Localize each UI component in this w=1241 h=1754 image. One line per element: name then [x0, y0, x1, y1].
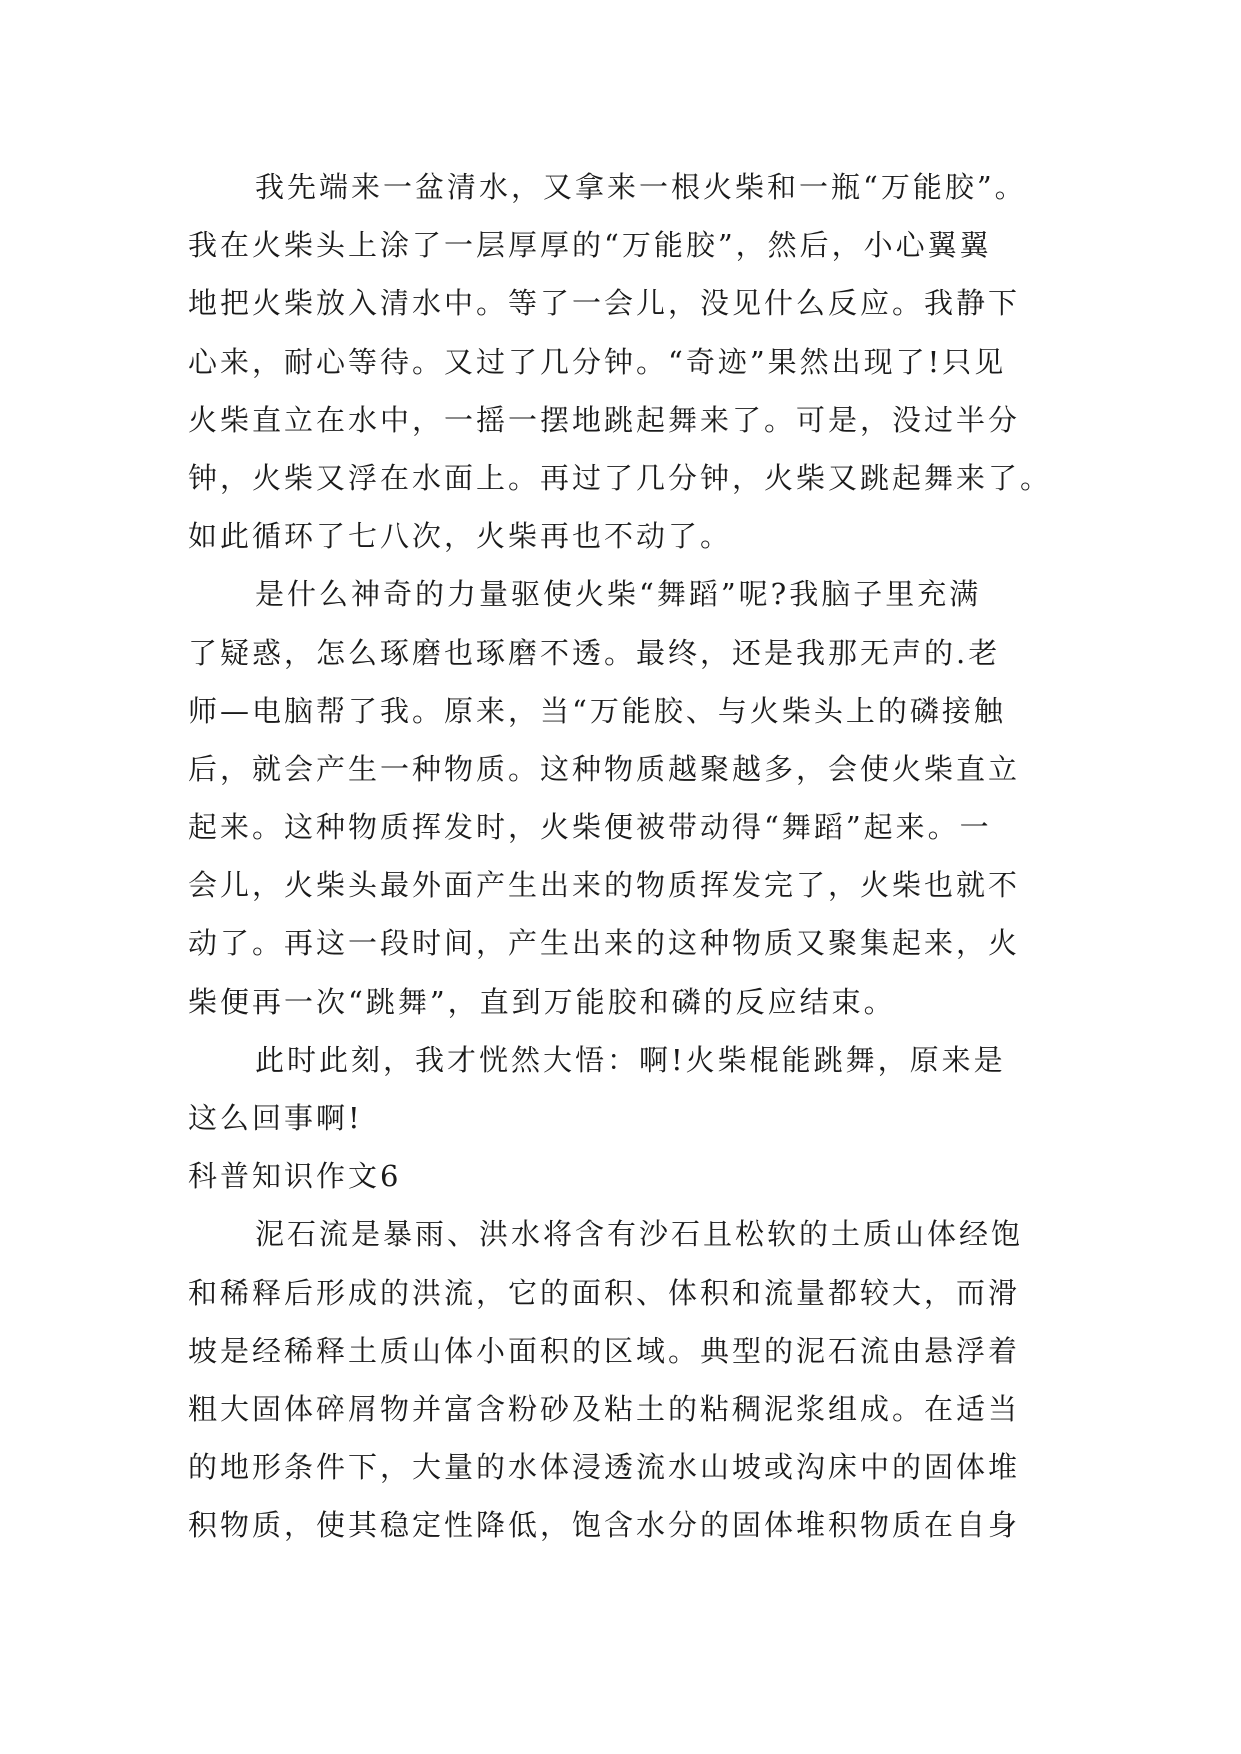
paragraph-line: 动了。再这一段时间，产生出来的这种物质又聚集起来，火: [188, 926, 1021, 961]
paragraph-line: 后，就会产生一种物质。这种物质越聚越多，会使火柴直立: [188, 751, 1021, 786]
paragraph-line: 此时此刻，我才恍然大悟：啊!火柴棍能跳舞，原来是: [255, 1042, 1006, 1077]
paragraph-line: 和稀释后形成的洪流，它的面积、体积和流量都较大，而滑: [188, 1275, 1021, 1310]
paragraph-line: 会儿，火柴头最外面产生出来的物质挥发完了，火柴也就不: [188, 868, 1021, 903]
paragraph-line: 是什么神奇的力量驱使火柴“舞蹈”呢?我脑子里充满: [255, 577, 982, 612]
paragraph-line: 的地形条件下，大量的水体浸透流水山坡或沟床中的固体堆: [188, 1450, 1021, 1485]
paragraph-line: 了疑惑，怎么琢磨也琢磨不透。最终，还是我那无声的.老: [188, 635, 1001, 670]
paragraph-line: 粗大固体碎屑物并富含粉砂及粘土的粘稠泥浆组成。在适当: [188, 1391, 1021, 1426]
paragraph-line: 地把火柴放入清水中。等了一会儿，没见什么反应。我静下: [188, 286, 1021, 321]
paragraph-line: 积物质，使其稳定性降低，饱含水分的固体堆积物质在自身: [188, 1508, 1021, 1543]
paragraph-line: 我先端来一盆清水，又拿来一根火柴和一瓶“万能胶”。: [255, 170, 1027, 204]
paragraph-line: 坡是经稀释土质山体小面积的区域。典型的泥石流由悬浮着: [188, 1333, 1021, 1368]
section-heading: 科普知识作文6: [188, 1159, 402, 1194]
paragraph-line: 起来。这种物质挥发时，火柴便被带动得“舞蹈”起来。一: [188, 810, 992, 845]
paragraph-line: 我在火柴头上涂了一层厚厚的“万能胶”，然后，小心翼翼: [188, 228, 992, 263]
document-body: [188, 158, 1068, 1555]
paragraph-line: 如此循环了七八次，火柴再也不动了。: [188, 519, 733, 554]
paragraph-line: 柴便再一次“跳舞”，直到万能胶和磷的反应结束。: [188, 984, 896, 1019]
paragraph-line: 师—电脑帮了我。原来，当“万能胶、与火柴头上的磷接触: [188, 693, 1006, 728]
paragraph-line: 这么回事啊!: [188, 1101, 363, 1135]
paragraph-line: 心来，耐心等待。又过了几分钟。“奇迹”果然出现了!只见: [188, 344, 1007, 379]
paragraph-line: 泥石流是暴雨、洪水将含有沙石且松软的土质山体经饱: [255, 1217, 1024, 1252]
paragraph-line: 钟，火柴又浮在水面上。再过了几分钟，火柴又跳起舞来了。: [188, 460, 1053, 495]
paragraph-line: 火柴直立在水中，一摇一摆地跳起舞来了。可是，没过半分: [188, 402, 1021, 437]
